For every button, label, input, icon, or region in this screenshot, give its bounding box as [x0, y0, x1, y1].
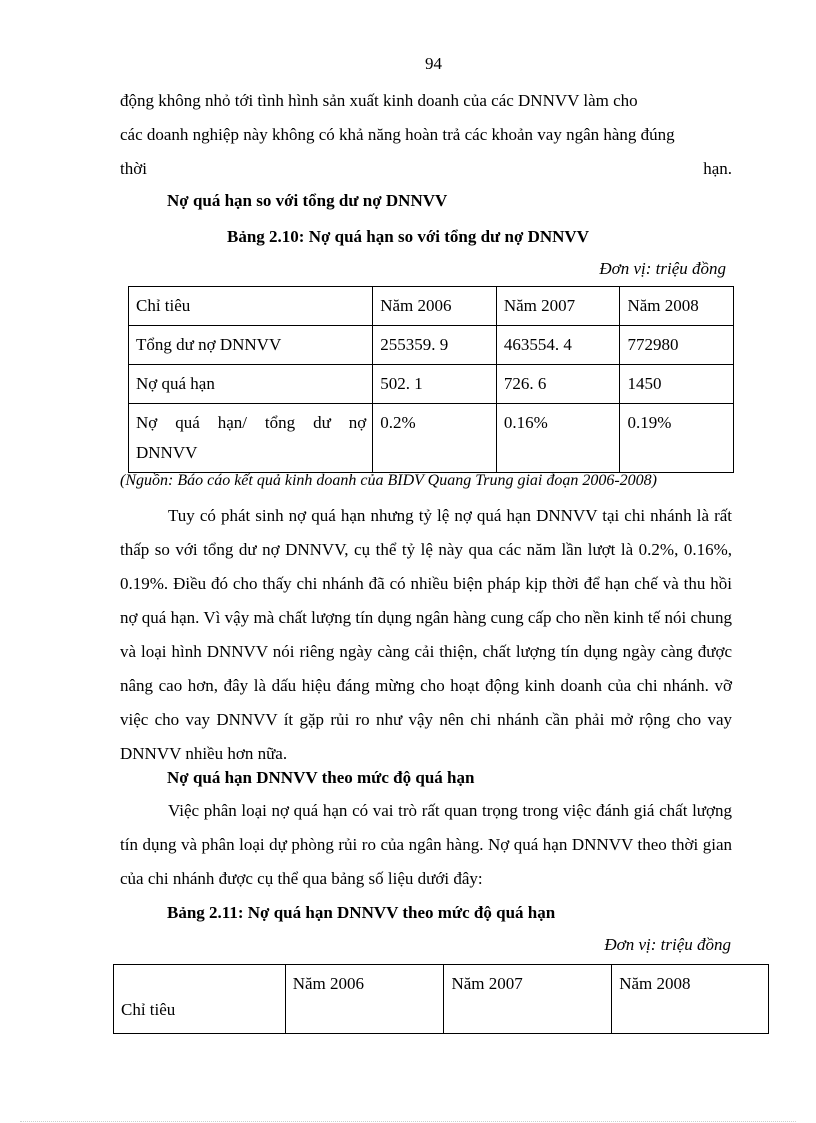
table1-title: Bảng 2.10: Nợ quá hạn so với tổng dư nợ DNNVV	[227, 227, 589, 246]
table-cell-line: DNNVV	[136, 443, 198, 462]
intro-line-3-left: thời	[120, 159, 147, 178]
table-cell: Nợ quá hạn	[129, 365, 373, 404]
section-heading-overdue-by-degree: Nợ quá hạn DNNVV theo mức độ quá hạn	[167, 768, 475, 787]
table-header-row	[114, 965, 769, 1034]
table-header-cell: Chỉ tiêu	[114, 965, 286, 1034]
table-cell-line: Nợ quá hạn/ tổng dư nợ	[136, 413, 367, 432]
table-cell: 0.19%	[620, 404, 734, 473]
table-row	[129, 326, 734, 365]
table1-source-note: (Nguồn: Báo cáo kết quả kinh doanh của BIDV Quang Trung giai đoạn 2006-2008)	[120, 472, 657, 489]
table-cell: 772980	[620, 326, 734, 365]
page-bottom-rule	[20, 1121, 796, 1122]
section-heading-overdue-vs-total: Nợ quá hạn so với tổng dư nợ DNNVV	[167, 191, 448, 210]
intro-line-1: động không nhỏ tới tình hình sản xuất kinh doanh của các DNNVV làm cho	[120, 91, 638, 110]
table-row	[129, 365, 734, 404]
table-header-row	[129, 287, 734, 326]
section2-paragraph: Việc phân loại nợ quá hạn có vai trò rất quan trọng trong việc đánh giá chất lượng tín dụng và phân loại dự phòng rủi ro của ngân hàng. Nợ quá hạn DNNVV theo thời gian của chi nhánh được cụ thể qua bảng số liệu dưới đây:	[120, 801, 732, 888]
page-number: 94	[425, 54, 442, 73]
table-cell: Tổng dư nợ DNNVV	[129, 326, 373, 365]
table-cell: 463554. 4	[496, 326, 620, 365]
table-cell: 502. 1	[373, 365, 497, 404]
table-header-cell: Năm 2007	[444, 965, 612, 1034]
intro-line-2: các doanh nghiệp này không có khả năng hoàn trả các khoản vay ngân hàng đúng	[120, 125, 675, 144]
table-cell	[129, 404, 373, 473]
intro-line-3	[120, 152, 732, 186]
table-row	[129, 404, 734, 473]
table-header-cell: Chỉ tiêu	[129, 287, 373, 326]
table-cell: 255359. 9	[373, 326, 497, 365]
intro-line-3-right: hạn.	[703, 159, 732, 178]
table-header-cell: Năm 2007	[496, 287, 620, 326]
table-cell: 0.16%	[496, 404, 620, 473]
table-cell: 726. 6	[496, 365, 620, 404]
table-overdue-by-degree	[113, 964, 769, 1034]
table1-unit: Đơn vị: triệu đồng	[599, 259, 726, 278]
analysis-paragraph: Tuy có phát sinh nợ quá hạn nhưng tỷ lệ nợ quá hạn DNNVV tại chi nhánh là rất thấp so với tổng dư nợ DNNVV, cụ thể tỷ lệ này qua các năm lần lượt là 0.2%, 0.16%, 0.19%. Điều đó cho thấy chi nhánh đã có nhiều biện pháp kịp thời để hạn chế và thu hồi nợ quá hạn. Vì vậy mà chất lượng tín dụng ngân hàng cung cấp cho nền kinh tế nói chung và loại hình DNNVV nói riêng ngày càng cải thiện, chất lượng tín dụng ngày càng được nâng cao hơn, đây là dấu hiệu đáng mừng cho hoạt động kinh doanh của chi nhánh. vỡ việc cho vay DNNVV ít gặp rủi ro như vậy nên chi nhánh cần phải mở rộng cho vay DNNVV nhiều hơn nữa.	[120, 506, 732, 763]
table-header-cell: Năm 2006	[373, 287, 497, 326]
table-header-cell: Năm 2008	[612, 965, 769, 1034]
table2-unit: Đơn vị: triệu đồng	[604, 935, 731, 954]
table-cell: 1450	[620, 365, 734, 404]
table-overdue-vs-total	[128, 286, 734, 473]
table-header-cell: Năm 2008	[620, 287, 734, 326]
table2-title: Bảng 2.11: Nợ quá hạn DNNVV theo mức độ quá hạn	[167, 903, 556, 922]
table-cell: 0.2%	[373, 404, 497, 473]
table-header-cell: Năm 2006	[285, 965, 444, 1034]
